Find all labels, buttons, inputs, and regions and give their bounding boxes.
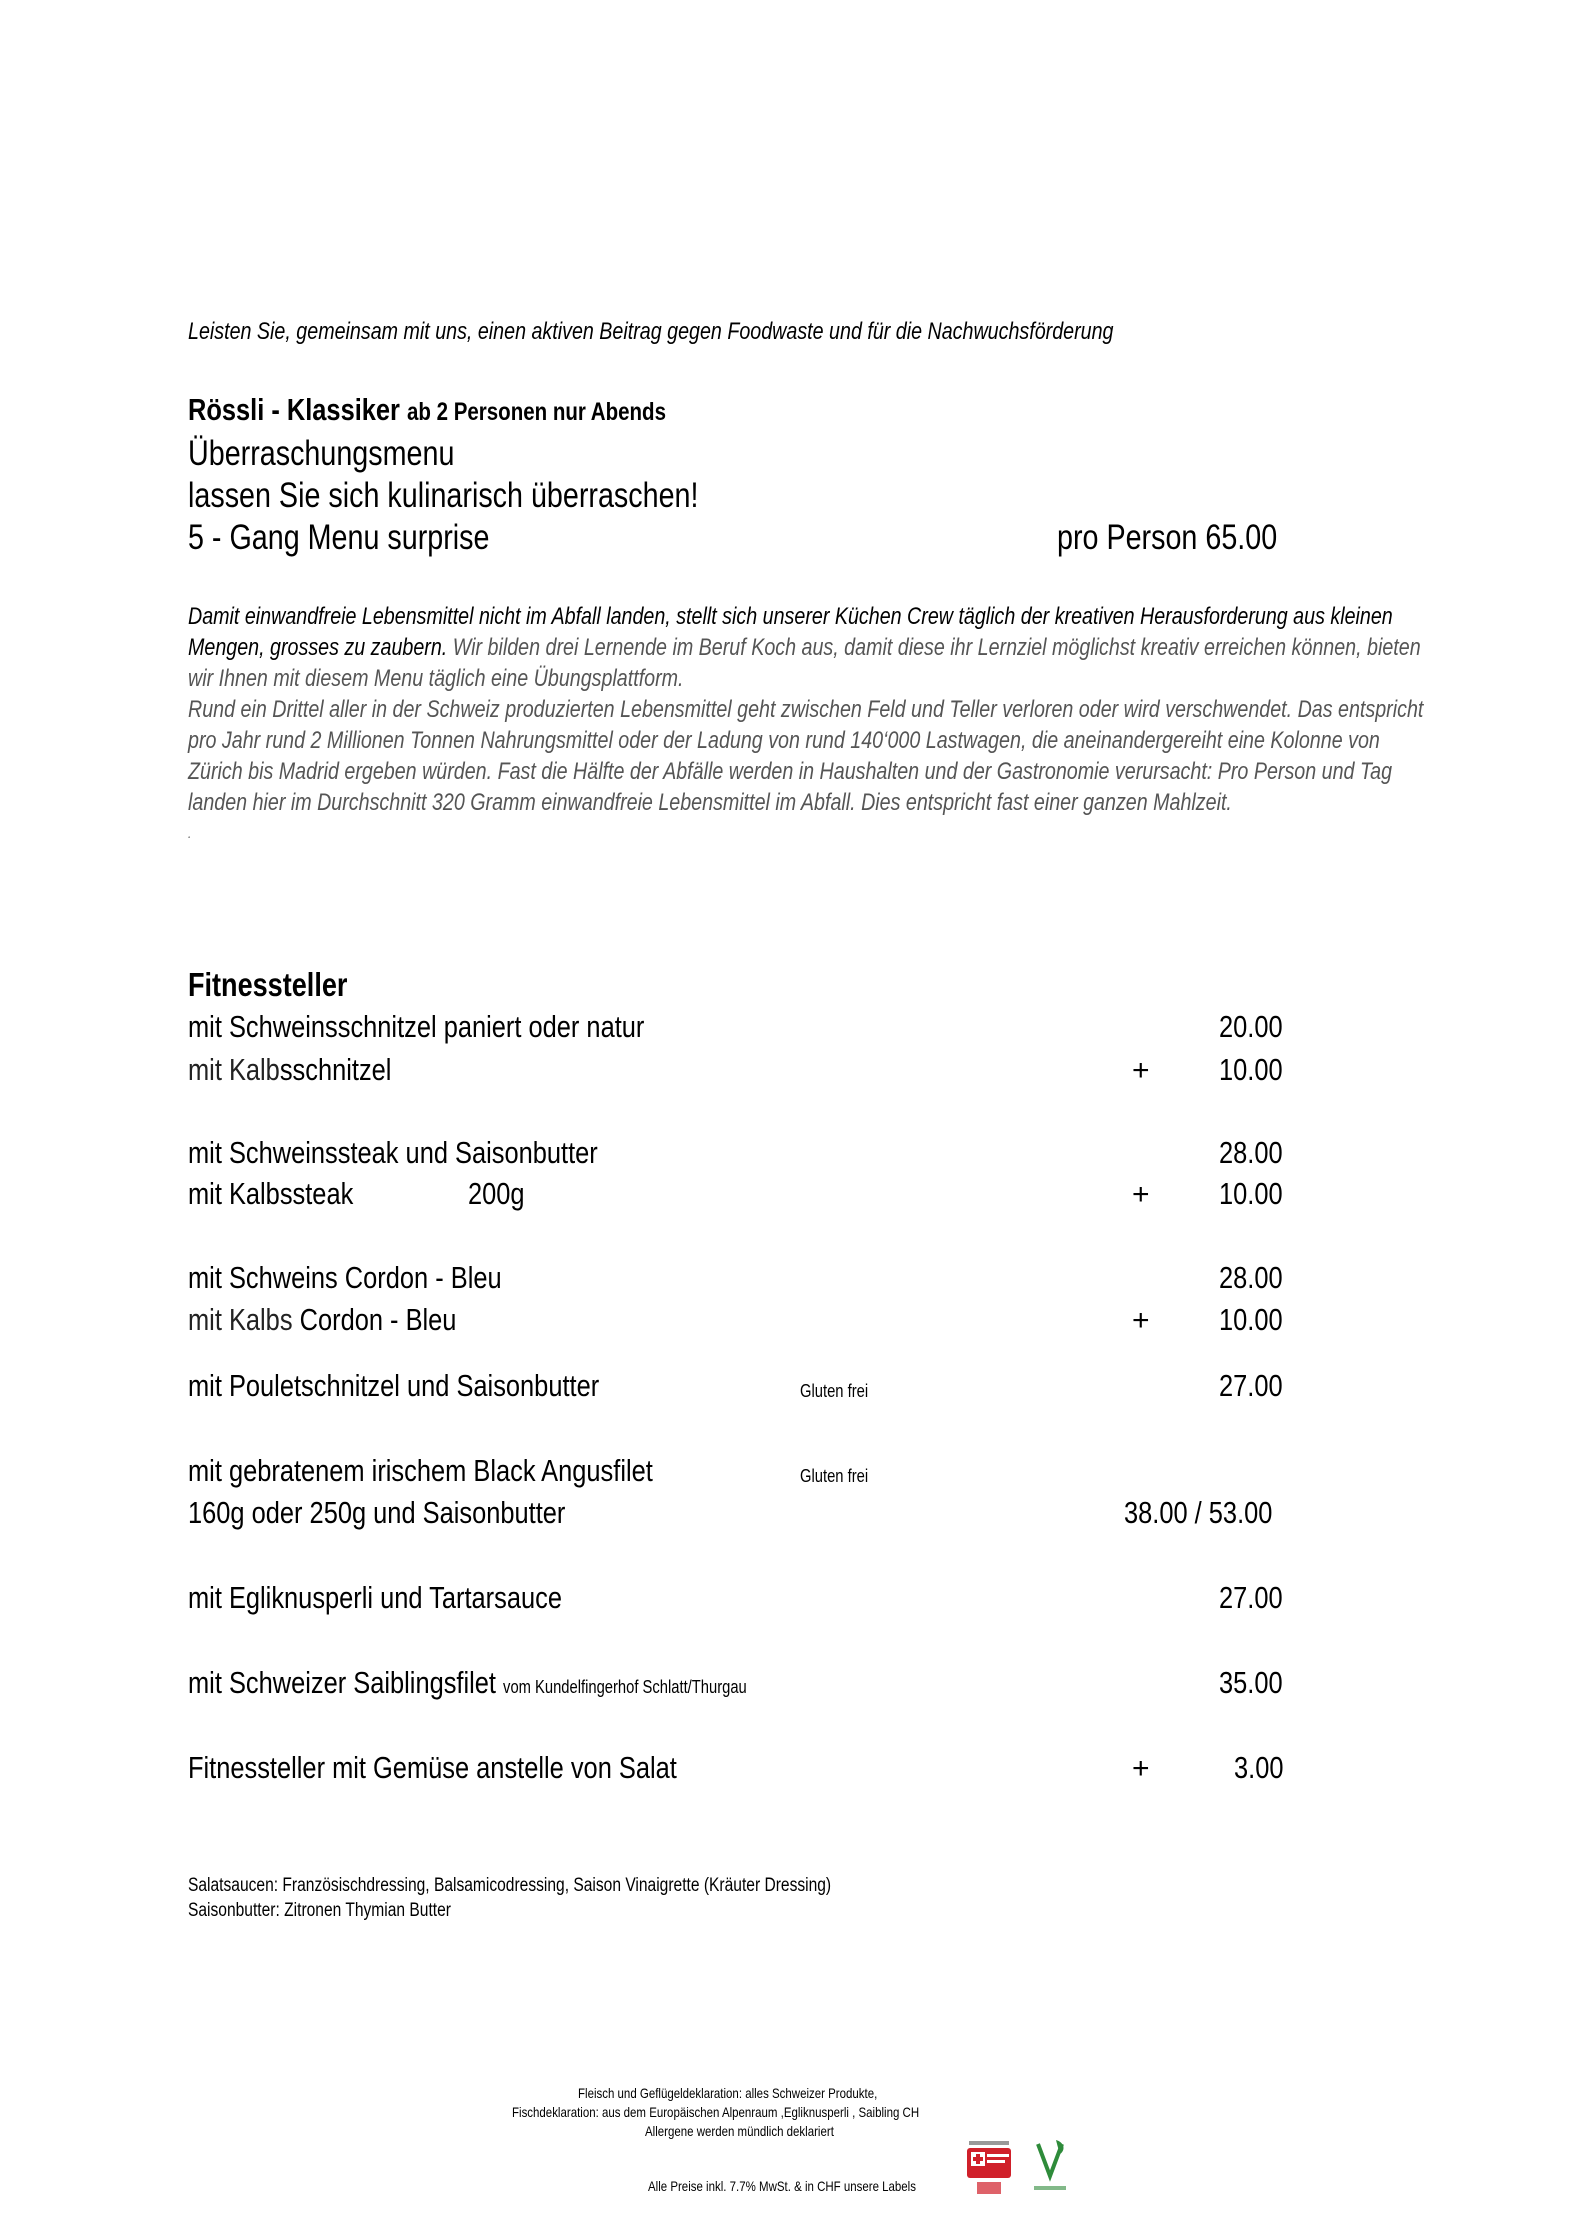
footer-allergen-note: Allergene werden mündlich deklariert [644, 2123, 834, 2139]
menu-item-kalbssteak: mit Kalbssteak [188, 1176, 354, 1211]
kalbssteak-weight: 200g [468, 1176, 525, 1211]
swiss-meat-label-logo [965, 2138, 1013, 2196]
price-schweinssteak: 28.00 [1219, 1135, 1283, 1170]
price-kalbsschnitzel: 10.00 [1219, 1052, 1283, 1087]
klassiker-line3: 5 - Gang Menu surprise [188, 518, 490, 557]
foodwaste-paragraph [188, 601, 1428, 849]
plus-sign: + [1132, 1304, 1150, 1337]
klassiker-title: Rössli - Klassiker ab 2 Personen nur Abends [188, 392, 666, 427]
footer-fish-declaration: Fischdeklaration: aus dem Europäischen Alpenraum ,Egliknusperli , Saibling CH [511, 2104, 919, 2120]
menu-item-angusfilet-size: 160g oder 250g und Saisonbutter [188, 1495, 566, 1530]
price-angusfilet: 38.00 / 53.00 [1124, 1495, 1273, 1530]
menu-item-saiblingsfilet: mit Schweizer Saiblingsfilet vom Kundelfingerhof Schlatt/Thurgau [188, 1665, 747, 1700]
menu-item-schweinssteak: mit Schweinssteak und Saisonbutter [188, 1135, 598, 1170]
gluten-free-tag: Gluten frei [800, 1381, 869, 1401]
menu-item-kalbs-cordon-bleu: mit Kalbs Cordon - Bleu [188, 1302, 457, 1337]
menu-item-gemuese: Fitnessteller mit Gemüse anstelle von Salat [188, 1750, 677, 1785]
price-schweins-cordon-bleu: 28.00 [1219, 1260, 1283, 1295]
price-kalbs-cordon-bleu: 10.00 [1219, 1302, 1283, 1337]
menu-item-schweinsschnitzel: mit Schweinsschnitzel paniert oder natur [188, 1009, 645, 1044]
gluten-free-tag: Gluten frei [800, 1466, 869, 1486]
intro-text: Leisten Sie, gemeinsam mit uns, einen aktiven Beitrag gegen Foodwaste und für die Nachwuchsförderung [188, 318, 1114, 345]
menu-item-schweins-cordon-bleu: mit Schweins Cordon - Bleu [188, 1260, 502, 1295]
paragraph-dot: . [188, 825, 192, 841]
price-pouletschnitzel: 27.00 [1219, 1368, 1283, 1403]
paragraph-rest-text: Wir bilden drei Lernende im Beruf Koch aus, damit diese ihr Lernziel möglichst kreativ erreichen können, bieten wir Ihnen mit diesem Menu täglich eine Übungsplattform. [188, 634, 1421, 692]
menu-item-pouletschnitzel: mit Pouletschnitzel und Saisonbutter [188, 1368, 600, 1403]
footer-prices-note: Alle Preise inkl. 7.7% MwSt. & in CHF unsere Labels [648, 2178, 916, 2194]
paragraph-dark-text: Damit einwandfreie Lebensmittel nicht im Abfall landen, stellt sich unserer Küchen Crew täglich der kreativen Herausforderung aus kleinen Mengen, grosses zu zaubern. [188, 603, 1393, 661]
plus-sign: + [1132, 1178, 1150, 1211]
price-kalbssteak: 10.00 [1219, 1176, 1283, 1211]
plus-sign: + [1132, 1054, 1150, 1087]
menu-item-egliknusperli: mit Egliknusperli und Tartarsauce [188, 1580, 562, 1615]
klassiker-line1: Überraschungsmenu [188, 434, 455, 473]
vegi-label-logo [1030, 2136, 1070, 2198]
klassiker-price: pro Person 65.00 [1057, 518, 1278, 557]
klassiker-line2: lassen Sie sich kulinarisch überraschen! [188, 476, 699, 515]
menu-item-angusfilet: mit gebratenem irischem Black Angusfilet [188, 1453, 653, 1488]
menu-item-kalbsschnitzel: mit Kalbsschnitzel [188, 1052, 392, 1087]
price-gemuese: 3.00 [1234, 1750, 1284, 1785]
salad-sauces-note: Salatsaucen: Französischdressing, Balsamicodressing, Saison Vinaigrette (Kräuter Dressing) [188, 1875, 832, 1896]
fitness-title: Fitnessteller [188, 966, 348, 1003]
price-saiblingsfilet: 35.00 [1219, 1665, 1283, 1700]
saisonbutter-note: Saisonbutter: Zitronen Thymian Butter [188, 1900, 451, 1921]
price-egliknusperli: 27.00 [1219, 1580, 1283, 1615]
price-schweinsschnitzel: 20.00 [1219, 1009, 1283, 1044]
footer-meat-declaration: Fleisch und Geflügeldeklaration: alles Schweizer Produkte, [577, 2085, 877, 2101]
paragraph-facts: Rund ein Drittel aller in der Schweiz produzierten Lebensmittel geht zwischen Feld und Teller verloren oder wird verschwendet. Das entspricht pro Jahr rund 2 Millionen Tonnen Nahrungsmittel oder der Ladung von rund 140‘000 Lastwagen, die aneinandergereiht eine Kolonne von Zürich bis Madrid ergeben würden. Fast die Hälfte der Abfälle werden in Haushalten und der Gastronomie verursacht: Pro Person und Tag landen hier im Durchschnitt 320 Gramm einwandfreie Lebensmittel im Abfall. Dies entspricht fast einer ganzen Mahlzeit. [188, 696, 1424, 816]
plus-sign: + [1132, 1752, 1150, 1785]
